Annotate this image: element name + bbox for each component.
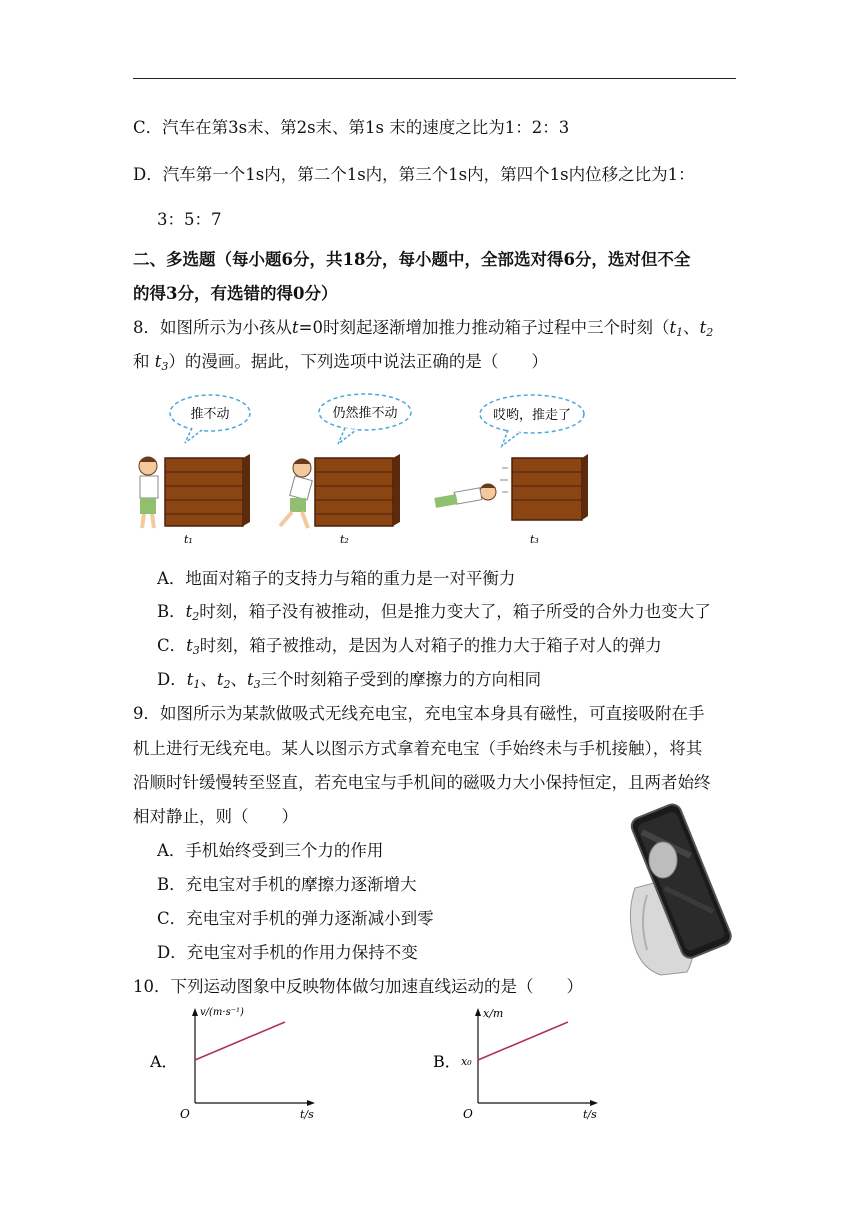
q9-option-d: D．充电宝对手机的作用力保持不变 [157,943,418,962]
header-rule [133,78,736,79]
bubble-text-2: 仍然推不动 [332,406,398,421]
q10-stem: 10．下列运动图象中反映物体做匀加速直线运动的是（ ） [133,977,583,996]
q8-comic-figure [130,388,600,548]
q9-stem-line4: 相对静止，则（ ） [133,807,298,826]
q7-option-c: C．汽车在第3s末、第2s末、第1s 末的速度之比为1：2：3 [133,118,570,137]
section2-heading-line2: 的得3分，有选错的得0分） [133,284,338,303]
q9-stem-line1: 9．如图所示为某款做吸式无线充电宝，充电宝本身具有磁性，可直接吸附在手 [133,704,705,723]
comic-panel-2 [280,394,411,528]
graph-a-option-label: A． [150,1052,178,1071]
q8-option-c: C．$t_3$时刻，箱子被推动，是因为人对箱子的推力大于箱子对人的弹力 [157,636,662,657]
q10-graph-b [433,1005,643,1125]
bubble-text-3: 哎哟，推走了 [492,408,572,423]
q9-option-b: B．充电宝对手机的摩擦力逐渐增大 [157,875,417,894]
graph-b-ylabel: x/m [483,1007,504,1020]
q9-stem-line3: 沿顺时针缓慢转至竖直，若充电宝与手机间的磁吸力大小保持恒定，且两者始终 [133,773,711,792]
q8-stem-line2: 和 $t_3$）的漫画。据此，下列选项中说法正确的是（ ） [133,352,548,373]
graph-b-origin: O [463,1107,473,1121]
q8-option-a: A．地面对箱子的支持力与箱的重力是一对平衡力 [157,569,516,588]
graph-b-line [478,1022,568,1060]
caption-t1: t₁ [184,533,193,546]
caption-t2: t₂ [340,533,349,546]
comic-panel-3 [434,395,588,520]
q9-option-c: C．充电宝对手机的弹力逐渐减小到零 [157,909,434,928]
q8-option-d: D．$t_1$、$t_2$、$t_3$三个时刻箱子受到的摩擦力的方向相同 [157,670,542,691]
q8-option-b: B．$t_2$时刻，箱子没有被推动，但是推力变大了，箱子所受的合外力也变大了 [157,602,711,623]
comic-panel-1 [139,395,250,528]
q10-graph-a [150,1005,360,1125]
graph-a-xlabel: t/s [300,1108,314,1121]
graph-b-xlabel: t/s [583,1108,597,1121]
bubble-text-1: 推不动 [190,407,230,422]
graph-a-ylabel: v/(m·s⁻¹) [200,1007,244,1018]
q9-stem-line2: 机上进行无线充电。某人以图示方式拿着充电宝（手始终未与手机接触），将其 [133,739,703,758]
graph-a-line [195,1022,285,1060]
section2-heading-line1: 二、多选题（每小题6分，共18分，每小题中，全部选对得6分，选对但不全 [133,250,691,269]
q7-option-d-line1: D．汽车第一个1s内，第二个1s内，第三个1s内，第四个1s内位移之比为1： [133,165,695,184]
q9-phone-hand-image [625,800,740,980]
graph-b-option-label: B． [433,1052,461,1071]
graph-b-intercept: x₀ [461,1055,472,1068]
q7-option-d-line2: 3：5：7 [157,210,222,229]
graph-a-origin: O [180,1107,190,1121]
q9-option-a: A．手机始终受到三个力的作用 [157,841,384,860]
caption-t3: t₃ [530,533,539,546]
q8-stem-line1: 8．如图所示为小孩从t=0时刻起逐渐增加推力推动箱子过程中三个时刻（$t_1$、$t_2$ [133,318,714,339]
